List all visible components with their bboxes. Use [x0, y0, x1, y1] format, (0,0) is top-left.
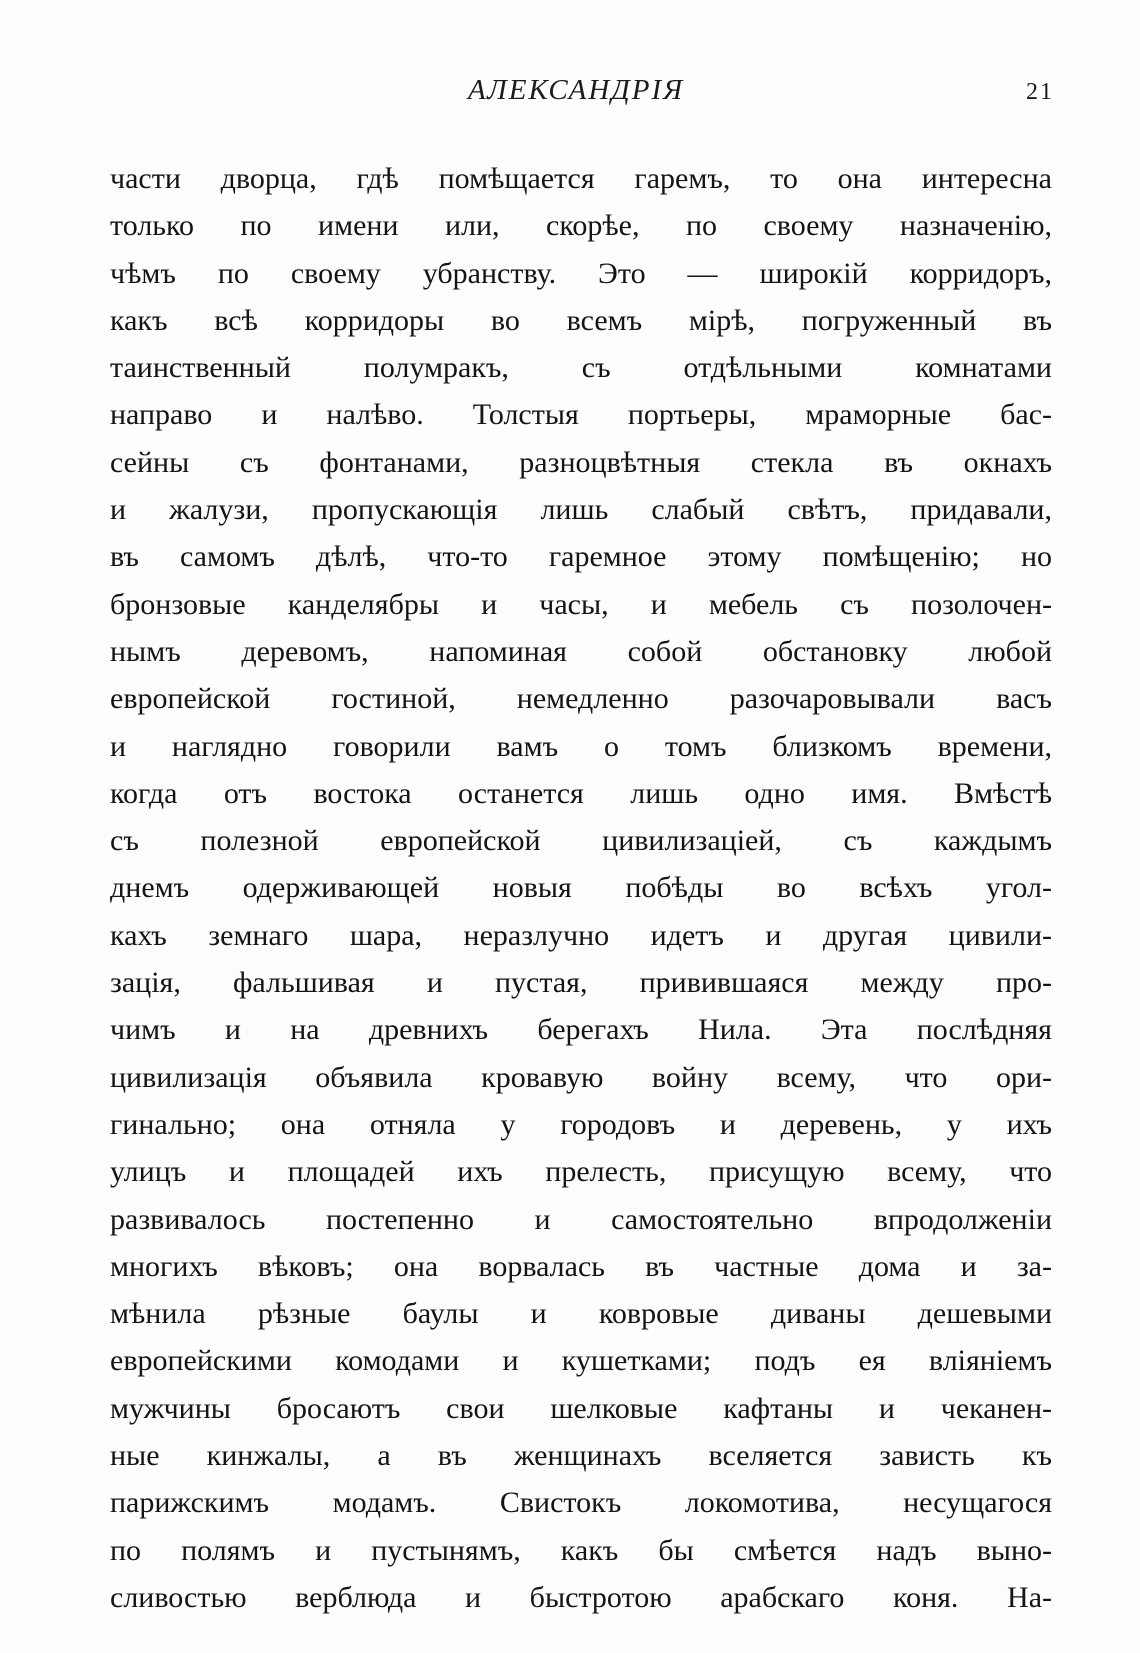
text-line: по полямъ и пустынямъ, какъ бы смѣется надъ выно-	[110, 1533, 1052, 1567]
text-line: когда отъ востока останется лишь одно имя. Вмѣстѣ	[110, 776, 1052, 810]
text-line: улицъ и площадей ихъ прелесть, присущую всему, что	[110, 1155, 1052, 1189]
text-line: зація, фальшивая и пустая, привившаяся между про-	[110, 966, 1052, 1000]
text-line: европейской гостиной, немедленно разочаровывали васъ	[110, 682, 1052, 716]
text-line: сейны съ фонтанами, разноцвѣтныя стекла въ окнахъ	[110, 445, 1052, 479]
text-line: многихъ вѣковъ; она ворвалась въ частные дома и за-	[110, 1249, 1052, 1283]
text-line: и жалузи, пропускающія лишь слабый свѣтъ, придавали,	[110, 493, 1052, 527]
text-line: въ самомъ дѣлѣ, что-то гаремное этому помѣщенію; но	[110, 540, 1052, 574]
text-line: парижскимъ модамъ. Свистокъ локомотива, несущагося	[110, 1486, 1052, 1520]
text-line: только по имени или, скорѣе, по своему назначенію,	[110, 209, 1052, 243]
running-title: АЛЕКСАНДРІЯ	[468, 74, 685, 106]
text-line: развивалось постепенно и самостоятельно впродолженіи	[110, 1202, 1052, 1236]
text-line: европейскими комодами и кушетками; подъ ея вліяніемъ	[110, 1344, 1052, 1378]
text-line: кахъ земнаго шара, неразлучно идетъ и другая цивили-	[110, 918, 1052, 952]
text-line: чѣмъ по своему убранству. Это — широкій корридоръ,	[110, 256, 1052, 290]
page-number: 21	[1026, 79, 1054, 105]
text-line: днемъ одерживающей новыя побѣды во всѣхъ угол-	[110, 871, 1052, 905]
body-text	[110, 155, 1052, 1621]
text-line: таинственный полумракъ, съ отдѣльными комнатами	[110, 351, 1052, 385]
text-line: бронзовые канделябры и часы, и мебель съ позолочен-	[110, 587, 1052, 621]
text-line: цивилизація объявила кровавую войну всему, что ори-	[110, 1060, 1052, 1094]
text-line: какъ всѣ корридоры во всемъ мірѣ, погруженный въ	[110, 303, 1052, 337]
text-line: нымъ деревомъ, напоминая собой обстановку любой	[110, 634, 1052, 668]
text-line: гинально; она отняла у городовъ и деревень, у ихъ	[110, 1107, 1052, 1141]
running-head	[0, 70, 1140, 110]
text-line: и наглядно говорили вамъ о томъ близкомъ времени,	[110, 729, 1052, 763]
text-line: мужчины бросаютъ свои шелковые кафтаны и чеканен-	[110, 1391, 1052, 1425]
text-line: части дворца, гдѣ помѣщается гаремъ, то она интересна	[110, 162, 1052, 195]
text-line: чимъ и на древнихъ берегахъ Нила. Эта послѣдняя	[110, 1013, 1052, 1047]
text-line: съ полезной европейской цивилизаціей, съ каждымъ	[110, 824, 1052, 858]
text-line: ные кинжалы, а въ женщинахъ вселяется зависть къ	[110, 1439, 1052, 1473]
text-line: направо и налѣво. Толстыя портьеры, мраморные бас-	[110, 398, 1052, 432]
text-line: мѣнила рѣзные баулы и ковровые диваны дешевыми	[110, 1297, 1052, 1331]
text-line: сливостью верблюда и быстротою арабскаго коня. На-	[110, 1580, 1052, 1614]
